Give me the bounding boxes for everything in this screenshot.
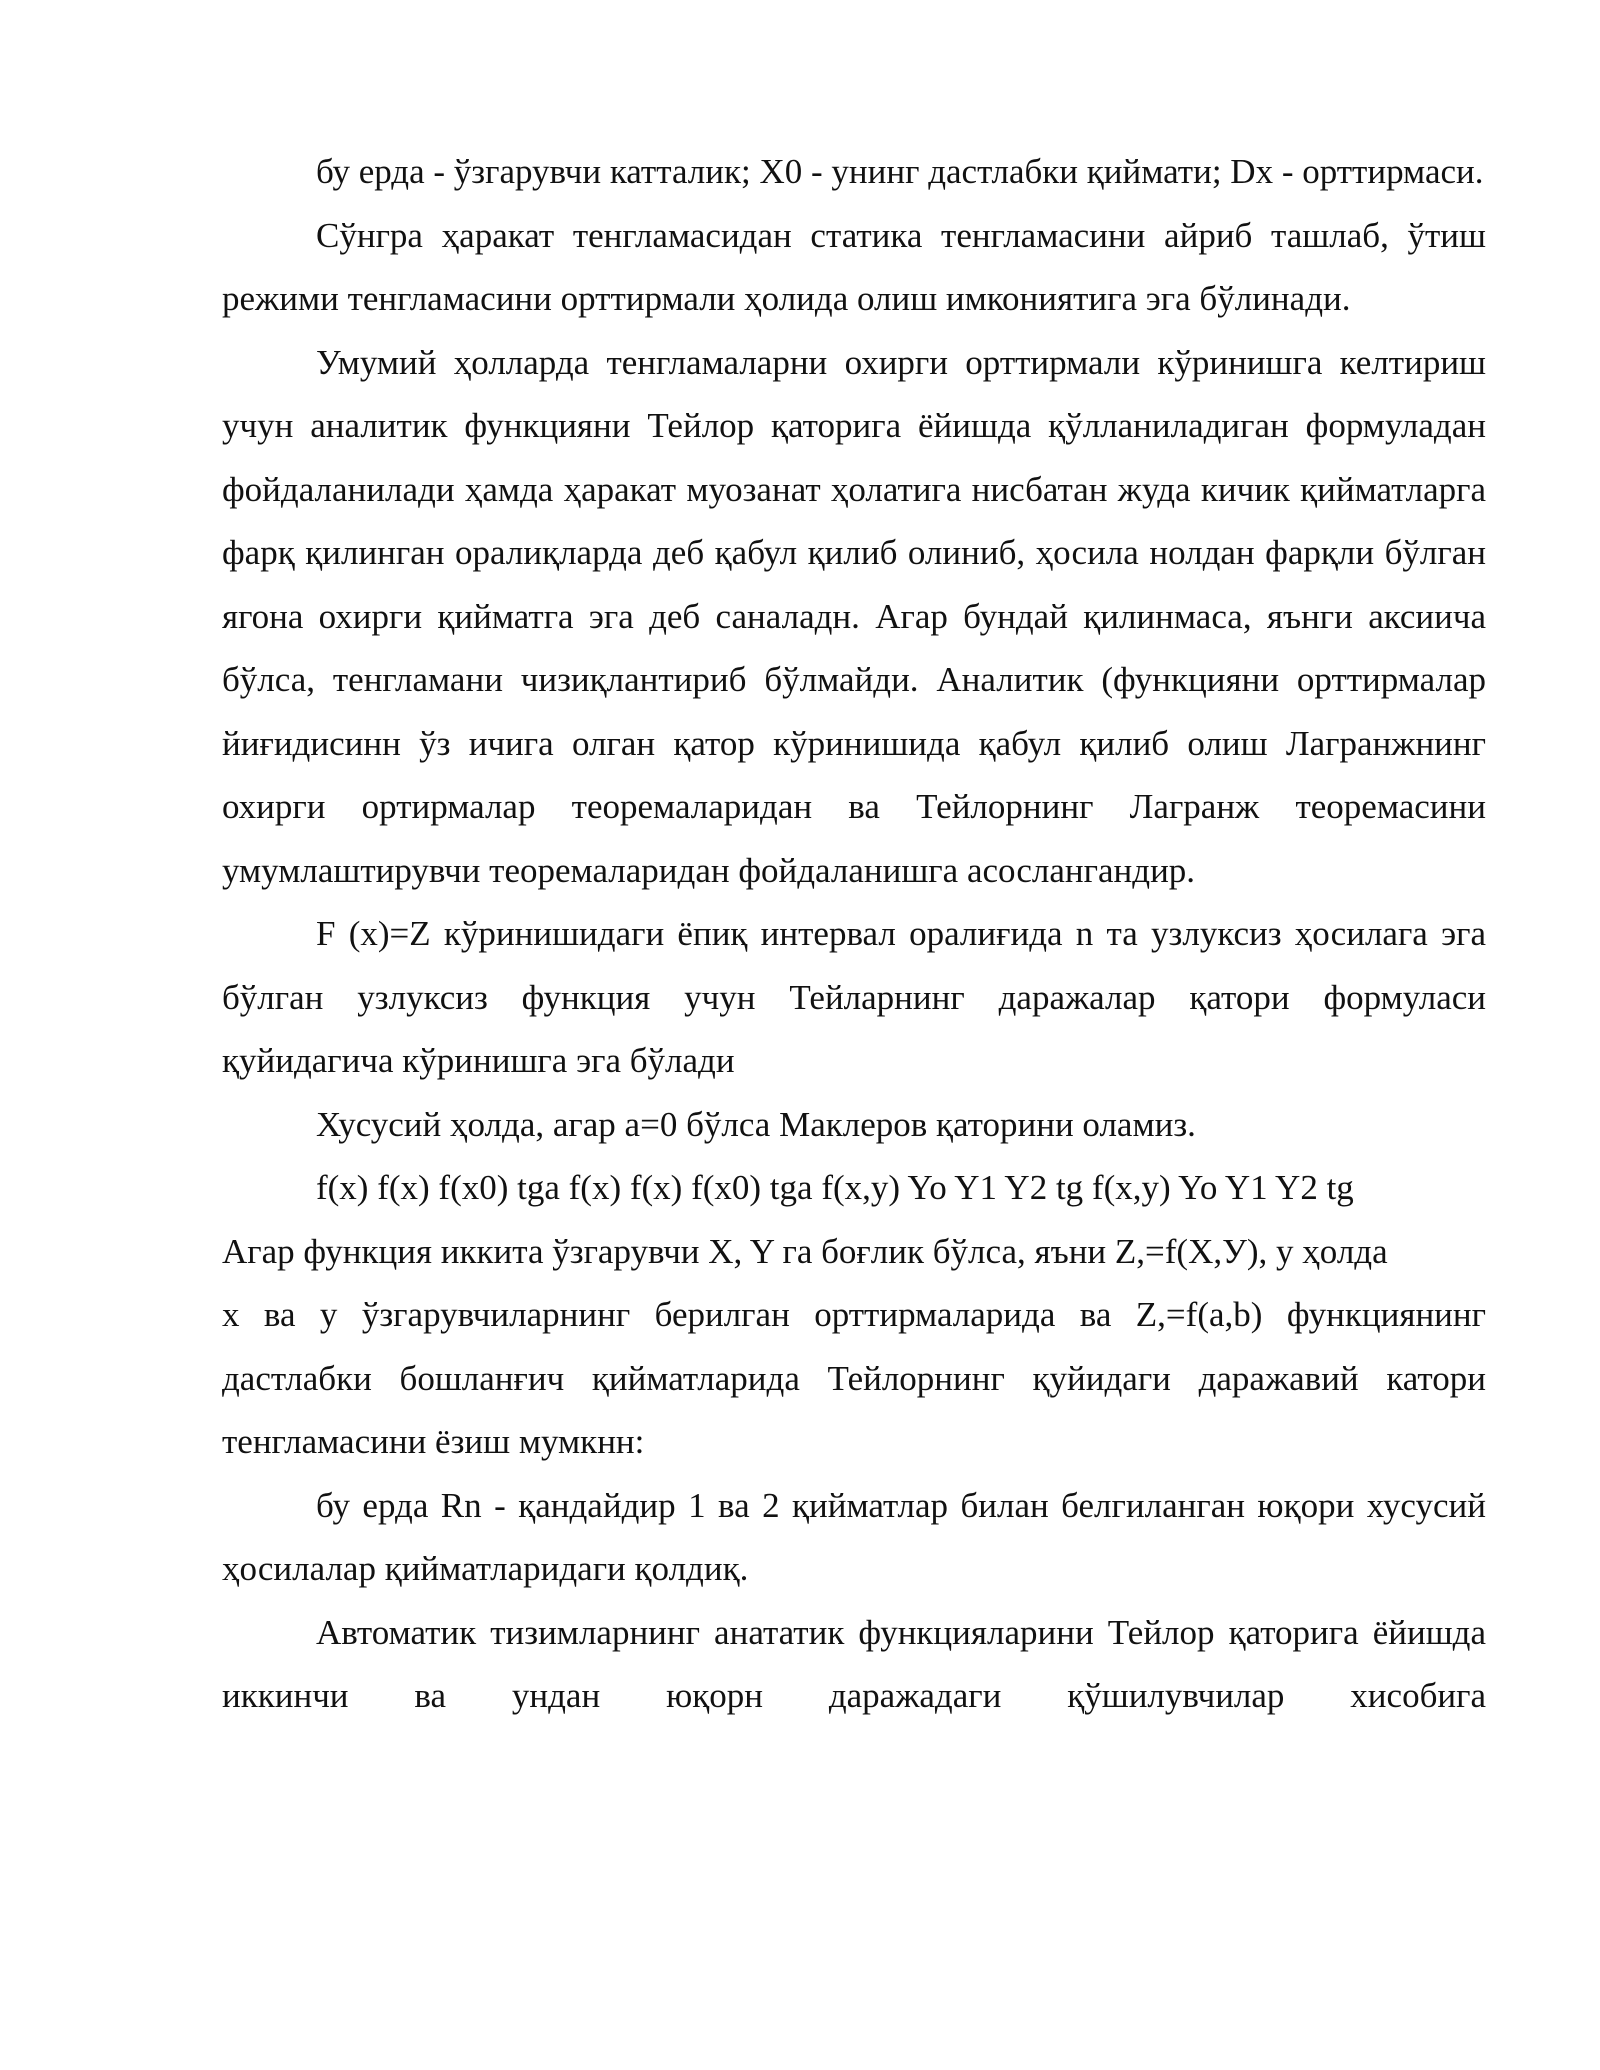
- paragraph-variable-definition: бу ерда - ўзгарувчи катталик; X0 - унинг дастлабки қиймати; Dx - орттирмаси.: [316, 152, 1484, 191]
- formula-fragment-line: f(x) f(x) f(x0) tga f(x) f(x) f(x0) tga f(x,y) Yo Y1 Y2 tg f(x,y) Yo Y1 Y2 tg: [316, 1168, 1354, 1207]
- paragraph-taylor-linearization: Умумий ҳолларда тенгламаларни охирги орттирмали кўринишга келтириш учун аналитик функцияни Тейлор қаторига ёйишда қўлланиладиган формуладан фойдаланилади ҳамда ҳаракат муозанат ҳолатига нисбатан жуда кичик қийматларга фарқ қилинган оралиқларда деб қабул қилиб олиниб, ҳосила нолдан фарқли бўлган ягона охирги қийматга эга деб саналадн. Агар бундай қилинмаса, яънги аксиича бўлса, тенгламани чизиқлантириб бўлмайди. Аналитик (функцияни орттирмалар йиғидисинн ўз ичига олган қатор кўринишида қабул қилиб олиш Лагранжнинг охирги ортирмалар теоремаларидан ва Тейлорнинг Лагранж теоремасини умумлаштирувчи теоремаларидан фойдаланишга асослангандир.: [222, 342, 1486, 890]
- paragraph-increments: x ва у ўзгарувчиларнинг берилган орттирмаларида ва Z,=f(a,b) функциянинг дастлабки бошланғич қийматларида Тейлорнинг қуйидаги даражавий катори тенгламасини ёзиш мумкнн:: [222, 1295, 1486, 1461]
- paragraph-remainder: бу ерда Rn - қандайдир 1 ва 2 қийматлар билан белгиланган юқори хусусий ҳосилалар қийматларидаги қолдиқ.: [222, 1485, 1486, 1588]
- paragraph-automatic-systems: Автоматик тизимларнинг анататик функцияларини Тейлор қаторига ёйишда иккинчи ва ундан юқорн даражадаги қўшилувчилар хисобига: [222, 1612, 1486, 1715]
- body-text: [222, 140, 1486, 1728]
- paragraph-two-variable-function: Агар функция иккита ўзгарувчи X, Y га боғлик бўлса, яъни Z,=f(X,У), у ҳолда: [222, 1231, 1388, 1271]
- paragraph-maclaurin-series: Хусусий ҳолда, агар a=0 бўлса Маклеров қаторини оламиз.: [316, 1104, 1196, 1144]
- paragraph-transition-mode: Сўнгра ҳаракат тенгламасидан статика тенгламасини айриб ташлаб, ўтиш режими тенгламасини орттирмали ҳолида олиш имкониятига эга бўлинади.: [222, 215, 1486, 318]
- paragraph-taylor-series-formula: F (x)=Z кўринишидаги ёпиқ интервал оралиғида n та узлуксиз ҳосилага эга бўлган узлуксиз функция учун Тейларнинг даражалар қатори формуласи қуйидагича кўринишга эга бўлади: [222, 914, 1486, 1080]
